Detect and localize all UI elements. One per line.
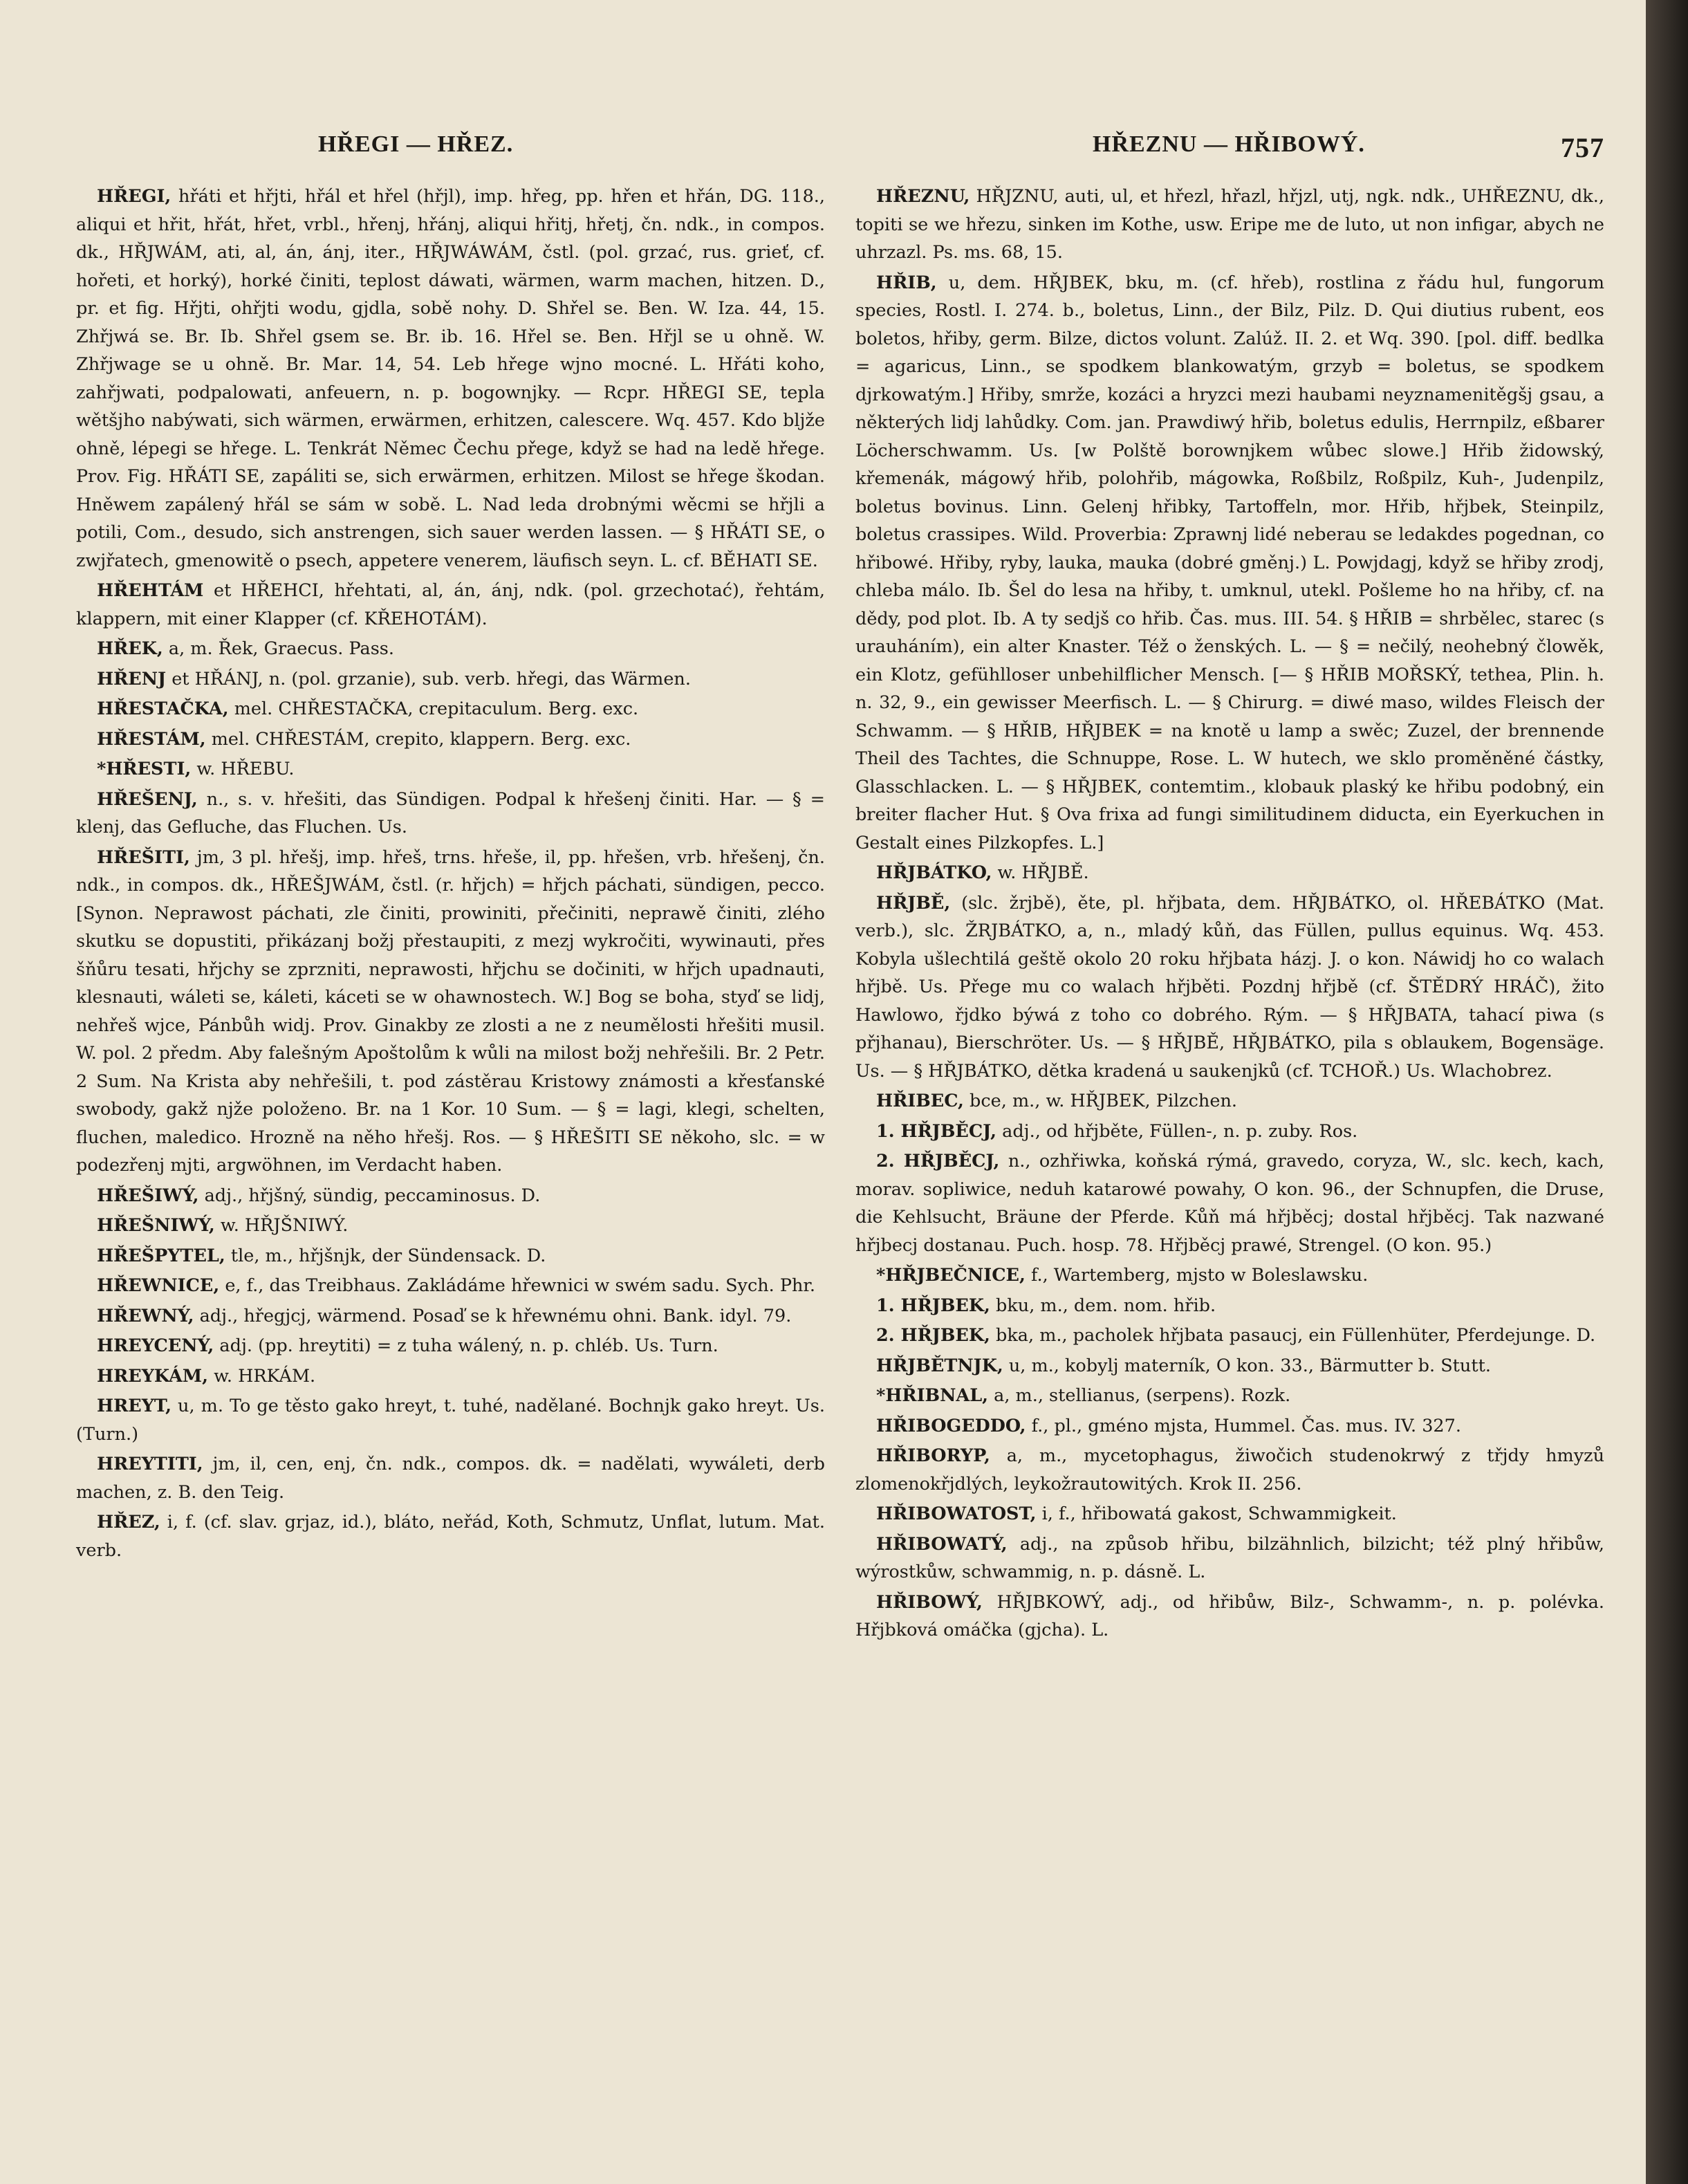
dictionary-entry [76, 1302, 825, 1331]
book-edge [1646, 0, 1688, 2184]
entry-definition: a, m., stellianus, (serpens). Rozk. [994, 1385, 1291, 1406]
entry-headword: HŘIBOWATÝ, [876, 1533, 1008, 1555]
text-columns [76, 183, 1604, 1647]
right-column [855, 183, 1604, 1647]
dictionary-entry [76, 1362, 825, 1391]
entry-headword: 2. HŘJBEK, [876, 1325, 990, 1346]
entry-headword: HŘJBĚ, [876, 892, 951, 914]
dictionary-entry [855, 1589, 1604, 1645]
entry-definition: w. HŘJŠNIWÝ. [220, 1215, 349, 1236]
entry-definition: a, m. Řek, Graecus. Pass. [168, 638, 394, 659]
entry-headword: HŘENJ [97, 668, 167, 690]
dictionary-entry [855, 1087, 1604, 1116]
running-head [76, 131, 1604, 174]
dictionary-entry [855, 889, 1604, 1086]
entry-definition: bka, m., pacholek hřjbata pasaucj, ein Füllenhüter, Pferdejunge. D. [996, 1325, 1596, 1346]
entry-headword: *HŘIBNAL, [876, 1385, 989, 1406]
dictionary-entry [855, 269, 1604, 858]
entry-headword: HREYKÁM, [97, 1365, 208, 1387]
entry-definition: e, f., das Treibhaus. Zakládáme hřewnici w swém sadu. Sych. Phr. [225, 1275, 815, 1296]
dictionary-entry [76, 1212, 825, 1240]
dictionary-entry [76, 1508, 825, 1564]
dictionary-entry [855, 1352, 1604, 1380]
dictionary-entry [76, 1392, 825, 1448]
dictionary-entry [76, 1272, 825, 1300]
entry-definition: f., Wartemberg, mjsto w Boleslawsku. [1030, 1265, 1369, 1286]
entry-definition: bce, m., w. HŘJBEK, Pilzchen. [970, 1091, 1237, 1111]
dictionary-entry [855, 1382, 1604, 1410]
entry-headword: HŘEŠIWÝ, [97, 1185, 199, 1206]
entry-headword: HŘEŠENJ, [97, 788, 198, 810]
entry-definition: jm, il, cen, enj, čn. ndk., compos. dk. = nadělati, wywáleti, derb machen, z. B. den Teig. [76, 1454, 826, 1503]
entry-headword: HŘIBOGEDDO, [876, 1415, 1026, 1436]
entry-headword: 1. HŘJBĚCJ, [876, 1120, 997, 1142]
entry-definition: adj., hřegjcj, wärmend. Posaď se k hřewnému ohni. Bank. idyl. 79. [199, 1305, 792, 1326]
entry-headword: HŘEGI, [97, 186, 171, 207]
dictionary-entry [855, 1118, 1604, 1146]
dictionary-entry [76, 725, 825, 754]
dictionary-entry [76, 1332, 825, 1360]
entry-definition: u, m., kobylj materník, O kon. 33., Bärmutter b. Stutt. [1008, 1355, 1491, 1376]
entry-definition: et HŘEHCI, hřehtati, al, án, ánj, ndk. (pol. grzechotać), řehtám, klappern, mit einer Klapper (cf. KŘEHOTÁM). [76, 580, 826, 629]
entry-headword: 2. HŘJBĚCJ, [876, 1151, 1000, 1172]
entry-headword: HŘEWNICE, [97, 1275, 220, 1296]
entry-definition: w. HŘJBĚ. [997, 862, 1089, 883]
entry-headword: HŘJBĚTNJK, [876, 1355, 1003, 1376]
entry-headword: HŘEHTÁM [97, 580, 204, 601]
entry-headword: HREYCENÝ, [97, 1335, 214, 1356]
entry-definition: HŘJZNU, auti, ul, et hřezl, hřazl, hřjzl, utj, ngk. ndk., UHŘEZNU, dk., topiti se we hřezu, sinken im Kothe, usw. Eripe me de luto, ut non infigar, abych ne uhrzazl. Ps. ms. 68, 15. [855, 186, 1605, 263]
entry-definition: et HŘÁNJ, n. (pol. grzanie), sub. verb. hřegi, das Wärmen. [171, 668, 691, 690]
entry-definition: f., pl., gméno mjsta, Hummel. Čas. mus. IV. 327. [1031, 1415, 1461, 1436]
entry-definition: w. HŘEBU. [196, 759, 295, 779]
entry-definition: i, f. (cf. slav. grjaz, id.), bláto, neřád, Koth, Schmutz, Unflat, lutum. Mat. verb. [76, 1512, 825, 1561]
entry-headword: *HŘESTI, [97, 759, 192, 779]
entry-headword: HŘEŠPYTEL, [97, 1245, 225, 1266]
entry-headword: HŘESTAČKA, [97, 698, 229, 719]
entry-definition: mel. CHŘESTAČKA, crepitaculum. Berg. exc. [234, 698, 639, 719]
dictionary-entry [855, 1292, 1604, 1320]
entry-headword: *HŘJBEČNICE, [876, 1265, 1026, 1286]
page-number: 757 [1561, 132, 1604, 163]
entry-definition: mel. CHŘESTÁM, crepito, klappern. Berg. exc. [211, 728, 631, 750]
entry-headword: 1. HŘJBEK, [876, 1295, 990, 1316]
dictionary-entry [76, 1242, 825, 1270]
dictionary-entry [76, 695, 825, 723]
entry-definition: a, m., mycetophagus, žiwočich studenokrwý z třjdy hmyzů zlomenokřjdlých, leykožrautowitých. Krok II. 256. [855, 1445, 1605, 1494]
dictionary-entry [855, 1412, 1604, 1441]
entry-headword: HŘJBÁTKO, [876, 862, 992, 883]
dictionary-entry [76, 755, 825, 784]
left-running-head: HŘEGI — HŘEZ. [318, 131, 514, 157]
dictionary-entry [76, 665, 825, 694]
dictionary-entry [855, 1322, 1604, 1350]
entry-definition: n., ozhřiwka, koňská rýmá, gravedo, coryza, W., slc. kech, kach, morav. sopliwice, neduh katarowé powahy, O kon. 96., der Schnupfen, die Druse, die Kehlsucht, Bräune der Pferde. Kůň má hřjběcj; dostal hřjběcj. Tak nazwané hřjbecj dostanau. Puch. hosp. 78. Hřjběcj prawé, Strengel. (O kon. 95.) [855, 1151, 1605, 1256]
entry-headword: HŘEWNÝ, [97, 1305, 194, 1326]
entry-definition: tle, m., hřjšnjk, der Sündensack. D. [230, 1245, 546, 1266]
entry-headword: HŘIBOWATOST, [876, 1503, 1037, 1524]
dictionary-entry [855, 859, 1604, 887]
entry-definition: (slc. žrjbě), ěte, pl. hřjbata, dem. HŘJBÁTKO, ol. HŘEBÁTKO (Mat. verb.), slc. ŽRJBÁTKO, a, n., mladý kůň, das Füllen, pullus equinus. Wq. 453. Kobyla ušlechtilá geště okolo 20 roku hřjbata házj. J. o kon. Náwidj ho co walach hřjbě. Us. Přege mu co walach hřjběti. Pozdnj hřjbě (cf. ŠTĚDRÝ HRÁČ), žito Hawlowo, řjdko býwá z toho co dobrého. Rým. — § HŘJBATA, tahací piwa (s přjhanau), Bierschröter. Us. — § HŘJBĚ, HŘJBÁTKO, pila s oblaukem, Bogensäge. Us. — § HŘJBÁTKO, dětka kradená u saukenjků (cf. TCHOŘ.) Us. Wlachobrez. [855, 892, 1604, 1082]
dictionary-entry [855, 183, 1604, 267]
entry-definition: bku, m., dem. nom. hřib. [996, 1295, 1216, 1316]
left-column [76, 183, 825, 1647]
dictionary-entry [855, 1147, 1604, 1259]
entry-definition: u, dem. HŘJBEK, bku, m. (cf. hřeb), rostlina z řádu hul, fungorum species, Rostl. I. 274. b., boletus, Linn., der Bilz, Pilz. D. Qui diutius rubent, eos boletos, hřiby, germ. Bilze, dictos volunt. Zalúž. II. 2. et Wq. 390. [pol. diff. bedlka = agaricus, Linn., se spodkem blankowatým, grzyb = boletus, se spodkem djrkowatým.] Hřiby, smrže, kozáci a hryzci mezi haubami neyznamenitěgšj gsau, a některých lidj lahůdky. Com. jan. Prawdiwý hřib, boletus edulis, Herrnpilz, eßbarer Löcherschwamm. Us. [w Polště borownjkem wůbec slowe.] Hřib židowský, křemenák, mágowý hřib, polohřib, mágowka, Roßbilz, Roßpilz, Kuh-, Judenpilz, boletus bovinus. Linn. Gelenj hřibky, Tartoffeln, mor. Hřib, hřjbek, Steinpilz, boletus crassipes. Wild. Proverbia: Zprawnj lidé neberau se ledakdes pogednan, co hřibowé. Hřiby, ryby, lauka, mauka (dobré gměnj.) L. Powjdagj, když se hřiby zrodj, chleba málo. Ib. Šel do lesa na hřiby, t. umknul, utekl. Pošleme ho na hřiby, cf. na dědy, pod plot. Ib. A ty sedjš co hřib. Čas. mus. III. 54. § HŘIB = shrbělec, starec (s urauháním), ein alter Knaster. Též o ženských. L. — § = nečilý, neohebný člowěk, ein Klotz, gefühlloser unbehilflicher Mensch. [— § HŘIB MOŘSKÝ, tethea, Plin. h. n. 32, 9., ein gewisser Meerfisch. L. — § Chirurg. = diwé maso, wildes Fleisch der Schwamm. — § HŘIB, HŘJBEK = na knotě u lamp a swěc; Zuzel, der brennende Theil des Tachtes, die Schnuppe, Rose. L. W hutech, we sklo proměněné částky, Glasschlacken. L. — § HŘJBEK, contemtim., klobauk plaský ke hřibu podobný, ein breiter flacher Hut. § Ova frixa ad fungi similitudinem diducta, ein Eyerkuchen in Gestalt eines Pilzkopfes. L.] [855, 272, 1604, 853]
entry-definition: adj., hřjšný, sündig, peccaminosus. D. [204, 1185, 541, 1206]
dictionary-entry [76, 844, 825, 1180]
entry-headword: HŘEK, [97, 638, 163, 659]
dictionary-entry [76, 1450, 825, 1506]
entry-headword: HŘEZNU, [876, 186, 970, 207]
entry-definition: adj., na způsob hřibu, bilzähnlich, bilzicht; též plný hřibůw, wýrostkůw, schwammig, n. p. dásně. L. [855, 1533, 1604, 1582]
entry-headword: HŘIBORYP, [876, 1445, 990, 1466]
entry-definition: adj., od hřjběte, Füllen-, n. p. zuby. Ros. [1002, 1120, 1358, 1142]
dictionary-entry [855, 1500, 1604, 1528]
entry-headword: HŘEŠITI, [97, 846, 190, 868]
dictionary-entry [855, 1261, 1604, 1290]
entry-definition: i, f., hřibowatá gakost, Schwammigkeit. [1041, 1503, 1397, 1524]
entry-headword: HŘIB, [876, 272, 937, 293]
dictionary-entry [76, 577, 825, 633]
dictionary-entry [855, 1442, 1604, 1498]
entry-headword: HŘIBEC, [876, 1091, 964, 1111]
right-running-head: HŘEZNU — HŘIBOWÝ. [1093, 131, 1365, 157]
entry-definition: jm, 3 pl. hřešj, imp. hřeš, trns. hřeše, il, pp. hřešen, vrb. hřešenj, čn. ndk., in compos. dk., HŘEŠJWÁM, čstl. (r. hřjch) = hřjch páchati, sündigen, pecco. [Synon. Neprawost páchati, zle činiti, prowiniti, přečiniti, neprawě činiti, zlého skutku se dopustiti, přikázanj božj přestaupiti, z mezj wykročiti, wywinauti, přes šňůru tesati, hřjchy se zprzniti, neprawosti, hřjchu se dočiniti, w hřjch upadnauti, klesnauti, wáleti se, káleti, káceti se w ohawnostech. W.] Bog se boha, styď se lidj, nehřeš wjce, Pánbůh widj. Prov. Ginakby ze zlosti a ne z neumělosti hřešiti musil. W. pol. 2 předm. Aby falešným Apoštolům k wůli na milost božj nehřešili. Br. 2 Petr. 2 Sum. Na Krista aby nehřešili, t. pod zástěrau Kristowy známosti a křesťanské swobody, gakž njže položeno. Br. na 1 Kor. 10 Sum. — § = lagi, klegi, schelten, fluchen, maledico. Hrozně na něho hřešj. Ros. — § HŘEŠITI SE někoho, slc. = w podezřenj mjti, argwöhnen, im Verdacht haben. [76, 846, 825, 1176]
entry-headword: HŘEZ, [97, 1512, 160, 1533]
dictionary-entry [855, 1530, 1604, 1586]
dictionary-entry [76, 786, 825, 842]
dictionary-entry [76, 1182, 825, 1210]
entry-headword: HŘEŠNIWÝ, [97, 1215, 215, 1236]
entry-definition: HŘJBKOWÝ, adj., od hřibůw, Bilz-, Schwamm-, n. p. polévka. Hřjbková omáčka (gjcha). L. [855, 1591, 1604, 1640]
entry-definition: hřáti et hřjti, hřál et hřel (hřjl), imp. hřeg, pp. hřen et hřán, DG. 118., aliqui et hřit, hřát, hřet, vrbl., hřenj, hřánj, aliqui hřitj, hřetj, čn. ndk., in compos. dk., HŘJWÁM, ati, al, án, ánj, iter., HŘJWÁWÁM, čstl. (pol. grzać, rus. grieť, cf. hořeti, et horký), horké činiti, teplost dáwati, wärmen, warm machen, hitzen. D., pr. et fig. Hřjti, ohřjti wodu, gjdla, sobě nohy. D. Shřel se. Ben. W. Iza. 44, 15. Zhřjwá se. Br. Ib. Shřel gsem se. Br. ib. 16. Hřel se. Ben. Hřjl se u ohně. W. Zhřjwage se u ohně. Br. Mar. 14, 54. Leb hřege wjno mocné. L. Hřáti koho, zahřjwati, podpalowati, anfeuern, n. p. bogownjky. — Rcpr. HŘEGI SE, tepla wětšjho nabýwati, sich wärmen, erwärmen, erhitzen, calescere. Wq. 457. Kdo bljže ohně, lépegi se hřege. L. Tenkrát Němec Čechu přege, když se had na ledě hřege. Prov. Fig. HŘÁTI SE, zapáliti se, sich erwärmen, erhitzen. Milost se hřege škodan. Hněwem zapálený hřál se sám w sobě. L. Nad leda drobnými wěcmi se hřjli a potili, Com., desudo, sich anstrengen, sich sauer werden lassen. — § HŘÁTI SE, o zwjřatech, gmenowitě o psech, appetere venerem, läufisch seyn. L. cf. BĚHATI SE. [76, 186, 826, 571]
dictionary-entry [76, 635, 825, 663]
dictionary-entry [76, 183, 825, 575]
entry-definition: adj. (pp. hreytiti) = z tuha wálený, n. p. chléb. Us. Turn. [219, 1335, 718, 1356]
entry-headword: HREYT, [97, 1396, 171, 1416]
entry-definition: n., s. v. hřešiti, das Sündigen. Podpal k hřešenj činiti. Har. — § = klenj, das Gefluche, das Fluchen. Us. [76, 788, 825, 837]
entry-headword: HŘIBOWÝ, [876, 1591, 983, 1613]
entry-headword: HŘESTÁM, [97, 728, 206, 750]
entry-headword: HREYTITI, [97, 1454, 203, 1474]
entry-definition: u, m. To ge těsto gako hreyt, t. tuhé, nadělané. Bochnjk gako hreyt. Us. (Turn.) [76, 1396, 825, 1445]
entry-definition: w. HRKÁM. [214, 1365, 316, 1387]
